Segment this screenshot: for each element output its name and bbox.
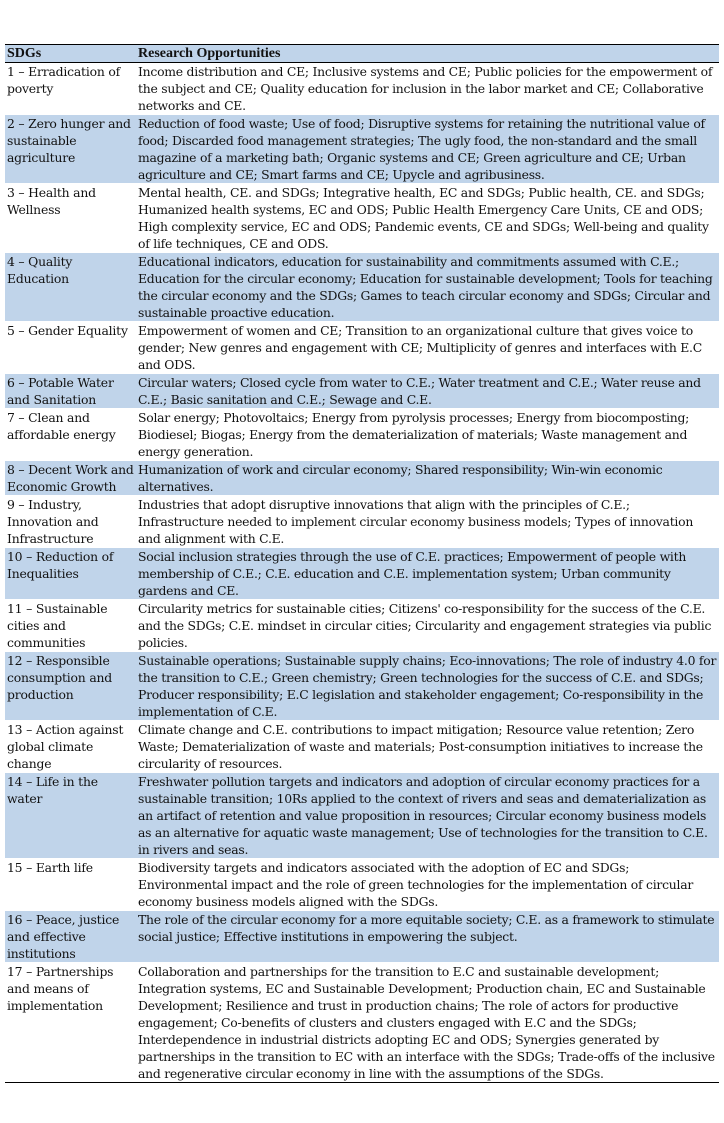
sdg-cell: 1 – Erradication of poverty bbox=[7, 64, 121, 96]
sdg-cell: 9 – Industry, Innovation and Infrastructure bbox=[7, 497, 99, 546]
research-opportunities-cell: Social inclusion strategies through the use of C.E. practices; Empowerment of people with membership of C.E.; C.E. education and C.E. implementation system; Urban community gardens and CE. bbox=[138, 549, 687, 598]
table-row bbox=[5, 859, 719, 911]
table-row bbox=[5, 184, 719, 253]
table-row bbox=[5, 409, 719, 461]
sdg-cell: 14 – Life in the water bbox=[7, 774, 98, 806]
research-opportunities-cell: Circular waters; Closed cycle from water to C.E.; Water treatment and C.E.; Water reuse and C.E.; Basic sanitation and C.E.; Sewage and C.E. bbox=[138, 375, 701, 407]
sdg-cell: 11 – Sustainable cities and communities bbox=[7, 601, 108, 650]
sdg-cell: 4 – Quality Education bbox=[7, 254, 73, 286]
research-opportunities-cell: Income distribution and CE; Inclusive systems and CE; Public policies for the empowerment of the subject and CE; Quality education for inclusion in the labor market and CE; Collaborative networks and CE. bbox=[138, 64, 713, 113]
header-sdgs: SDGs bbox=[7, 46, 42, 61]
research-opportunities-cell: Reduction of food waste; Use of food; Disruptive systems for retaining the nutritional value of food; Discarded food management strategies; The ugly food, the non-standard and the small magazine of a marketing bath; Organic systems and CE; Green agriculture and CE; Urban agriculture and CE; Smart farms and CE; Upycle and agribusiness. bbox=[138, 116, 705, 182]
table-header-row bbox=[5, 45, 719, 63]
table-row bbox=[5, 721, 719, 773]
table-row bbox=[5, 322, 719, 374]
research-opportunities-cell: Solar energy; Photovoltaics; Energy from pyrolysis processes; Energy from biocomposting; Biodiesel; Biogas; Energy from the dematerialization of materials; Waste management and energy generation. bbox=[138, 410, 690, 459]
sdg-cell: 5 – Gender Equality bbox=[7, 323, 128, 338]
research-opportunities-cell: Biodiversity targets and indicators associated with the adoption of EC and SDGs; Environmental impact and the role of green technologies for the implementation of circular economy business models aligned with the SDGs. bbox=[138, 860, 694, 909]
table-row bbox=[5, 63, 719, 115]
research-opportunities-cell: Mental health, CE. and SDGs; Integrative health, EC and SDGs; Public health, CE. and SDGs; Humanized health systems, EC and ODS; Public Health Emergency Care Units, CE and ODS; High complexity service, EC and ODS; Pandemic events, CE and SDGs; Well-being and quality of life techniques, CE and ODS. bbox=[138, 185, 709, 251]
research-opportunities-cell: Climate change and C.E. contributions to impact mitigation; Resource value retention; Zero Waste; Dematerialization of waste and materials; Post-consumption initiatives to increase the circularity of resources. bbox=[138, 722, 703, 771]
table-row bbox=[5, 652, 719, 721]
table-row bbox=[5, 963, 719, 1083]
sdg-cell: 12 – Responsible consumption and production bbox=[7, 653, 113, 702]
sdg-cell: 7 – Clean and affordable energy bbox=[7, 410, 116, 442]
sdg-cell: 10 – Reduction of Inequalities bbox=[7, 549, 114, 581]
research-opportunities-cell: Collaboration and partnerships for the transition to E.C and sustainable development; Integration systems, EC and Sustainable Development; Production chain, EC and Sustainable Development; Resilience and trust in production chains; The role of actors for productive engagement; Co-benefits of clusters and clusters engaged with E.C and the SDGs; Interdependence in industrial districts adopting EC and ODS; Synergies generated by partnerships in the transition to EC with an interface with the SDGs; Trade-offs of the inclusive and regenerative circular economy in line with the assumptions of the SDGs. bbox=[138, 964, 715, 1081]
table-row bbox=[5, 115, 719, 184]
research-opportunities-cell: The role of the circular economy for a more equitable society; C.E. as a framework to stimulate social justice; Effective institutions in empowering the subject. bbox=[138, 912, 715, 944]
research-opportunities-cell: Freshwater pollution targets and indicators and adoption of circular economy practices for a sustainable transition; 10Rs applied to the context of rivers and seas and dematerialization as an artifact of retention and value proposition in resources; Circular economy business models as an alternative for aquatic waste management; Use of technologies for the transition to C.E. in rivers and seas. bbox=[138, 774, 708, 857]
sdg-cell: 15 – Earth life bbox=[7, 860, 93, 875]
research-opportunities-cell: Empowerment of women and CE; Transition to an organizational culture that gives voice to gender; New genres and engagement with CE; Multiplicity of genres and interfaces with E.C and ODS. bbox=[138, 323, 702, 372]
table-row bbox=[5, 374, 719, 409]
research-opportunities-cell: Educational indicators, education for sustainability and commitments assumed with C.E.; Education for the circular economy; Education for sustainable development; Tools for teaching the circular economy and the SDGs; Games to teach circular economy and SDGs; Circular and sustainable proactive education. bbox=[138, 254, 713, 320]
header-research-opportunities: Research Opportunities bbox=[138, 46, 281, 61]
sdg-cell: 13 – Action against global climate change bbox=[7, 722, 124, 771]
sdg-cell: 16 – Peace, justice and effective institutions bbox=[7, 912, 120, 961]
research-opportunities-cell: Sustainable operations; Sustainable supply chains; Eco-innovations; The role of industry 4.0 for the transition to C.E.; Green chemistry; Green technologies for the success of C.E. and SDGs; Producer responsibility; E.C legislation and stakeholder engagement; Co-responsibility in the implementation of C.E. bbox=[138, 653, 717, 719]
sdg-cell: 6 – Potable Water and Sanitation bbox=[7, 375, 114, 407]
table-row bbox=[5, 548, 719, 600]
table-row bbox=[5, 600, 719, 652]
table-row bbox=[5, 496, 719, 548]
sdg-cell: 3 – Health and Wellness bbox=[7, 185, 96, 217]
sdg-research-table-container bbox=[5, 44, 719, 1083]
sdg-cell: 17 – Partnerships and means of implementation bbox=[7, 964, 114, 1013]
research-opportunities-cell: Humanization of work and circular economy; Shared responsibility; Win-win economic alternatives. bbox=[138, 462, 663, 494]
research-opportunities-cell: Circularity metrics for sustainable cities; Citizens' co-responsibility for the success of the C.E. and the SDGs; C.E. mindset in circular cities; Circularity and engagement strategies via public policies. bbox=[138, 601, 712, 650]
sdg-research-table bbox=[5, 44, 719, 1083]
research-opportunities-cell: Industries that adopt disruptive innovations that align with the principles of C.E.; Infrastructure needed to implement circular economy business models; Types of innovation and alignment with C.E. bbox=[138, 497, 694, 546]
table-row bbox=[5, 461, 719, 496]
sdg-cell: 8 – Decent Work and Economic Growth bbox=[7, 462, 134, 494]
table-row bbox=[5, 773, 719, 859]
table-row bbox=[5, 911, 719, 963]
sdg-cell: 2 – Zero hunger and sustainable agriculture bbox=[7, 116, 131, 165]
table-row bbox=[5, 253, 719, 322]
